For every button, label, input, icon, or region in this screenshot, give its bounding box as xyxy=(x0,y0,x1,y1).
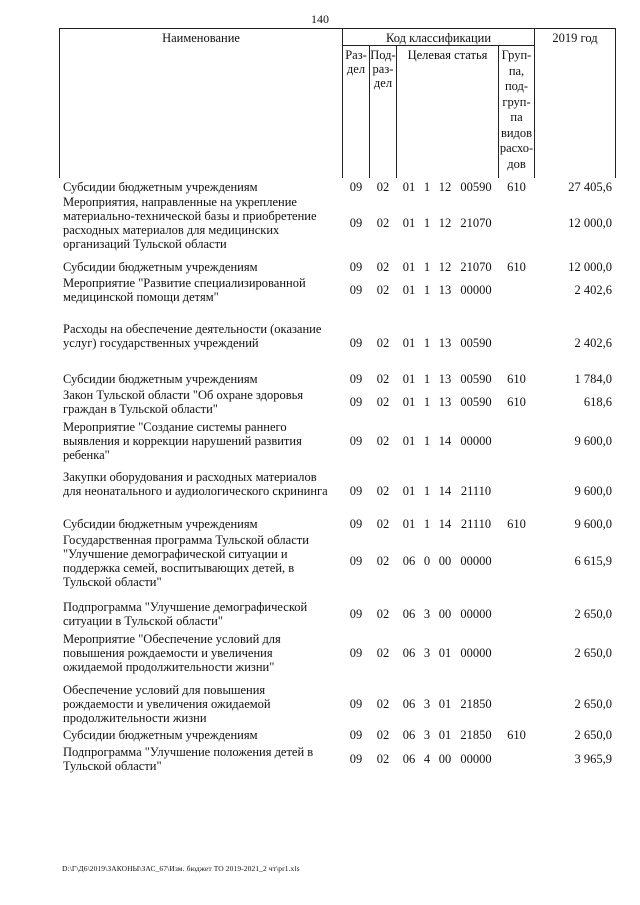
row-name-line: Тульской области" xyxy=(63,575,162,589)
row-code-vr: 610 xyxy=(507,180,526,194)
row-code-t3: 14 xyxy=(438,434,452,448)
row-name-line: Субсидии бюджетным учреждениям xyxy=(63,180,258,194)
row-code-t1: 06 xyxy=(402,646,416,660)
row-amount: 9 600,0 xyxy=(574,517,612,531)
row-code-t2: 0 xyxy=(423,554,431,568)
row-name-line: Подпрограмма "Улучшение положения детей в xyxy=(63,745,314,759)
row-name xyxy=(63,745,340,773)
row-amount: 1 784,0 xyxy=(574,372,612,386)
row-code-t3: 01 xyxy=(438,697,452,711)
row-code-t4: 00000 xyxy=(460,646,492,660)
row-name-line: Субсидии бюджетным учреждениям xyxy=(63,728,258,742)
row-name xyxy=(63,683,340,725)
row-code-t2: 1 xyxy=(423,180,431,194)
row-amount: 2 650,0 xyxy=(574,697,612,711)
row-code-t2: 3 xyxy=(423,697,431,711)
row-code-t2: 4 xyxy=(423,752,431,766)
row-name xyxy=(63,372,340,386)
row-code-t4: 21850 xyxy=(460,728,492,742)
page-number: 140 xyxy=(311,12,329,26)
row-code-rz: 09 xyxy=(349,283,363,297)
row-code-rz: 09 xyxy=(349,728,363,742)
row-code-t2: 1 xyxy=(423,484,431,498)
row-name xyxy=(63,322,340,350)
row-code-t1: 01 xyxy=(402,484,416,498)
row-code-rz: 09 xyxy=(349,180,363,194)
row-code-rz: 09 xyxy=(349,434,363,448)
row-code-pr: 02 xyxy=(376,180,390,194)
row-code-t3: 14 xyxy=(438,484,452,498)
row-code-t2: 3 xyxy=(423,607,431,621)
row-code-rz: 09 xyxy=(349,216,363,230)
header-vid: Груп- па, под- груп- па видов расхо- дов xyxy=(499,48,534,171)
row-name xyxy=(63,470,340,498)
row-code-t2: 1 xyxy=(423,336,431,350)
row-code-rz: 09 xyxy=(349,752,363,766)
row-code-t1: 01 xyxy=(402,180,416,194)
row-code-rz: 09 xyxy=(349,372,363,386)
row-code-t2: 1 xyxy=(423,434,431,448)
row-name xyxy=(63,517,340,531)
row-name-line: услуг) государственных учреждений xyxy=(63,336,259,350)
row-code-t4: 00000 xyxy=(460,434,492,448)
row-amount: 12 000,0 xyxy=(568,216,612,230)
row-name xyxy=(63,632,340,674)
row-code-pr: 02 xyxy=(376,216,390,230)
header-code-title: Код классификации xyxy=(385,31,492,45)
header-year: 2019 год xyxy=(552,31,598,45)
row-name xyxy=(63,260,340,274)
row-amount: 2 650,0 xyxy=(574,728,612,742)
row-code-t2: 3 xyxy=(423,646,431,660)
row-amount: 27 405,6 xyxy=(568,180,612,194)
row-code-pr: 02 xyxy=(376,697,390,711)
row-name-line: Подпрограмма "Улучшение демографической xyxy=(63,600,308,614)
row-name xyxy=(63,180,340,194)
row-code-t3: 00 xyxy=(438,554,452,568)
row-name-line: организаций Тульской области xyxy=(63,237,227,251)
row-name-line: рождаемости и увеличения ожидаемой xyxy=(63,697,271,711)
row-name-line: Мероприятие "Развитие специализированной xyxy=(63,276,306,290)
row-name-line: расходных материалов для медицинских xyxy=(63,223,280,237)
row-name-line: материально-технической базы и приобретение xyxy=(63,209,317,223)
row-code-t2: 3 xyxy=(423,728,431,742)
row-code-pr: 02 xyxy=(376,752,390,766)
row-code-pr: 02 xyxy=(376,728,390,742)
row-code-t1: 06 xyxy=(402,752,416,766)
row-name-line: повышения рождаемости и увеличения xyxy=(63,646,273,660)
row-code-t4: 21110 xyxy=(460,517,492,531)
row-code-rz: 09 xyxy=(349,260,363,274)
row-code-t4: 00590 xyxy=(460,395,492,409)
row-amount: 2 650,0 xyxy=(574,607,612,621)
row-code-rz: 09 xyxy=(349,336,363,350)
row-code-t3: 12 xyxy=(438,216,452,230)
row-amount: 9 600,0 xyxy=(574,434,612,448)
row-name-line: ребенка" xyxy=(63,448,110,462)
row-code-vr: 610 xyxy=(507,395,526,409)
row-name xyxy=(63,388,340,416)
row-name-line: Субсидии бюджетным учреждениям xyxy=(63,517,258,531)
row-name-line: Закупки оборудования и расходных материалов xyxy=(63,470,317,484)
row-name-line: Закон Тульской области "Об охране здоровья xyxy=(63,388,304,402)
row-code-t1: 06 xyxy=(402,697,416,711)
row-code-vr: 610 xyxy=(507,372,526,386)
row-name-line: Государственная программа Тульской области xyxy=(63,533,309,547)
row-code-t4: 21070 xyxy=(460,216,492,230)
row-code-t1: 01 xyxy=(402,216,416,230)
row-name-line: ожидаемой продолжительности жизни" xyxy=(63,660,275,674)
header-razdel: Раз- дел xyxy=(345,48,367,76)
row-name-line: продолжительности жизни xyxy=(63,711,207,725)
row-code-t2: 1 xyxy=(423,260,431,274)
row-code-pr: 02 xyxy=(376,484,390,498)
row-code-pr: 02 xyxy=(376,607,390,621)
row-name xyxy=(63,195,340,251)
row-code-t1: 01 xyxy=(402,517,416,531)
row-code-pr: 02 xyxy=(376,260,390,274)
row-code-t1: 06 xyxy=(402,607,416,621)
row-code-pr: 02 xyxy=(376,395,390,409)
row-code-pr: 02 xyxy=(376,283,390,297)
row-code-t4: 21110 xyxy=(460,484,492,498)
row-code-t2: 1 xyxy=(423,283,431,297)
row-name-line: Мероприятия, направленные на укрепление xyxy=(63,195,297,209)
row-code-pr: 02 xyxy=(376,554,390,568)
file-path-footer: D:\Г\Д6\2019\ЗАКОНЫ\ЗАС_67\Изм. бюджет ТО 2019-2021_2 чт\pr1.xls xyxy=(62,864,300,873)
row-code-t3: 01 xyxy=(438,646,452,660)
row-code-t4: 00590 xyxy=(460,336,492,350)
row-name-line: Субсидии бюджетным учреждениям xyxy=(63,260,258,274)
row-code-t2: 1 xyxy=(423,372,431,386)
row-code-vr: 610 xyxy=(507,517,526,531)
row-code-t2: 1 xyxy=(423,395,431,409)
row-amount: 2 402,6 xyxy=(574,336,612,350)
row-code-t3: 13 xyxy=(438,372,452,386)
row-code-t3: 01 xyxy=(438,728,452,742)
row-name-line: для неонатального и аудиологического скрининга xyxy=(63,484,328,498)
row-code-t4: 00000 xyxy=(460,752,492,766)
header-target: Целевая статья xyxy=(407,48,488,62)
row-code-t4: 00590 xyxy=(460,372,492,386)
row-code-t3: 14 xyxy=(438,517,452,531)
row-name xyxy=(63,420,340,462)
row-name-line: Мероприятие "Создание системы раннего xyxy=(63,420,287,434)
row-code-t3: 13 xyxy=(438,336,452,350)
row-code-t4: 00000 xyxy=(460,283,492,297)
row-name-line: Обеспечение условий для повышения xyxy=(63,683,266,697)
row-code-rz: 09 xyxy=(349,607,363,621)
row-code-rz: 09 xyxy=(349,646,363,660)
row-code-rz: 09 xyxy=(349,697,363,711)
row-code-pr: 02 xyxy=(376,372,390,386)
row-code-t1: 01 xyxy=(402,283,416,297)
row-code-t4: 00000 xyxy=(460,607,492,621)
row-code-rz: 09 xyxy=(349,554,363,568)
row-name-line: Мероприятие "Обеспечение условий для xyxy=(63,632,281,646)
row-code-t4: 00590 xyxy=(460,180,492,194)
row-name-line: выявления и коррекции нарушений развития xyxy=(63,434,302,448)
row-name xyxy=(63,728,340,742)
row-code-t1: 06 xyxy=(402,728,416,742)
row-name-line: ситуации в Тульской области" xyxy=(63,614,223,628)
row-code-t2: 1 xyxy=(423,216,431,230)
header-name: Наименование xyxy=(162,31,240,45)
header-podrazdel: Под- раз- дел xyxy=(370,48,396,90)
row-code-t3: 13 xyxy=(438,283,452,297)
row-code-t1: 01 xyxy=(402,372,416,386)
row-code-pr: 02 xyxy=(376,646,390,660)
row-code-rz: 09 xyxy=(349,395,363,409)
row-code-t3: 13 xyxy=(438,395,452,409)
row-code-rz: 09 xyxy=(349,484,363,498)
row-code-rz: 09 xyxy=(349,517,363,531)
row-code-vr: 610 xyxy=(507,260,526,274)
row-code-t4: 21850 xyxy=(460,697,492,711)
row-amount: 9 600,0 xyxy=(574,484,612,498)
row-name xyxy=(63,276,340,304)
row-code-t1: 01 xyxy=(402,434,416,448)
row-code-pr: 02 xyxy=(376,434,390,448)
row-code-t3: 12 xyxy=(438,260,452,274)
row-name-line: медицинской помощи детям" xyxy=(63,290,219,304)
row-name-line: поддержка семей, воспитывающих детей, в xyxy=(63,561,295,575)
row-name-line: Субсидии бюджетным учреждениям xyxy=(63,372,258,386)
row-amount: 3 965,9 xyxy=(574,752,612,766)
row-code-t3: 12 xyxy=(438,180,452,194)
row-name-line: Расходы на обеспечение деятельности (оказание xyxy=(63,322,322,336)
row-amount: 618,6 xyxy=(583,395,612,409)
row-name-line: граждан в Тульской области" xyxy=(63,402,218,416)
row-amount: 2 650,0 xyxy=(574,646,612,660)
row-code-t1: 06 xyxy=(402,554,416,568)
row-code-t3: 00 xyxy=(438,607,452,621)
row-name xyxy=(63,600,340,628)
row-code-vr: 610 xyxy=(507,728,526,742)
row-code-t4: 21070 xyxy=(460,260,492,274)
row-code-t4: 00000 xyxy=(460,554,492,568)
row-name-line: "Улучшение демографической ситуации и xyxy=(63,547,288,561)
row-amount: 6 615,9 xyxy=(574,554,612,568)
row-name xyxy=(63,533,340,589)
row-code-t1: 01 xyxy=(402,395,416,409)
row-amount: 2 402,6 xyxy=(574,283,612,297)
row-code-t1: 01 xyxy=(402,336,416,350)
row-code-t1: 01 xyxy=(402,260,416,274)
row-code-pr: 02 xyxy=(376,517,390,531)
row-amount: 12 000,0 xyxy=(568,260,612,274)
row-name-line: Тульской области" xyxy=(63,759,162,773)
row-code-t3: 00 xyxy=(438,752,452,766)
row-code-t2: 1 xyxy=(423,517,431,531)
row-code-pr: 02 xyxy=(376,336,390,350)
